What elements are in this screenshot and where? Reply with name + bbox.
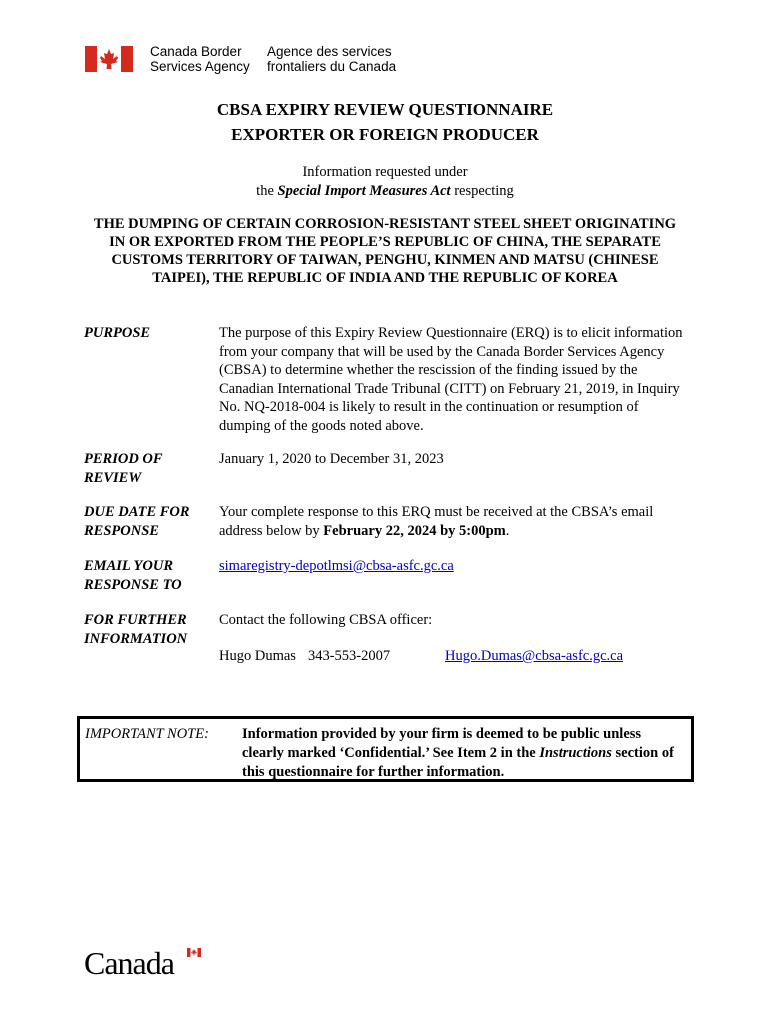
important-note-text: Information provided by your firm is deemed to be public unless clearly marked ‘Confidential.’ See Item 2 in the Instructions section of this questionnaire for further information. <box>242 726 674 780</box>
further-info-label: FOR FURTHER INFORMATION <box>84 612 188 647</box>
important-note-box <box>77 716 694 782</box>
document-subtitle: EXPORTER OR FOREIGN PRODUCER <box>231 125 539 144</box>
canada-flag-icon <box>85 46 133 72</box>
officer-name: Hugo Dumas <box>219 648 296 664</box>
email-label: EMAIL YOUR RESPONSE TO <box>84 558 182 593</box>
wordmark-flag-icon <box>187 948 201 957</box>
canada-wordmark-text: Canada <box>84 945 174 981</box>
important-note-label: IMPORTANT NOTE: <box>85 726 209 742</box>
registry-email-link[interactable]: simaregistry-depotlmsi@cbsa-asfc.gc.ca <box>219 558 454 574</box>
period-label: PERIOD OF REVIEW <box>84 451 163 486</box>
officer-email-link[interactable]: Hugo.Dumas@cbsa-asfc.gc.ca <box>445 648 624 664</box>
officer-phone: 343-553-2007 <box>307 648 391 664</box>
intro-line-2: the Special Import Measures Act respecting <box>256 183 514 199</box>
period-text: January 1, 2020 to December 31, 2023 <box>219 451 444 467</box>
subject-heading: THE DUMPING OF CERTAIN CORROSION-RESISTANT STEEL SHEET ORIGINATING IN OR EXPORTED FROM THE PEOPLE’S REPUBLIC OF CHINA, THE SEPARATE CUSTOMS TERRITORY OF TAIWAN, PENGHU, KINMEN AND MATSU (CHINESE TAIPEI), THE REPUBLIC OF INDIA AND THE REPUBLIC OF KOREA <box>93 216 677 286</box>
due-date-value: February 22, 2024 by 5:00pm <box>323 522 506 539</box>
intro-line-1: Information requested under <box>302 164 468 180</box>
agency-name-french: Agence des services frontaliers du Canada <box>267 44 397 74</box>
due-date-text: Your complete response to this ERQ must be received at the CBSA’s email address below by February 22, 2024 by 5:00pm. <box>219 504 654 539</box>
canada-wordmark <box>84 945 204 981</box>
agency-name-english: Canada Border Services Agency <box>150 44 250 74</box>
document-title: CBSA EXPIRY REVIEW QUESTIONNAIRE <box>216 100 554 119</box>
purpose-text: The purpose of this Expiry Review Questionnaire (ERQ) is to elicit information from your company that will be used by the Canada Border Services Agency (CBSA) to determine whether the rescission of the finding issued by the Canadian International Trade Tribunal (CITT) on February 21, 2019, in Inquiry No. NQ-2018-004 is likely to result in the continuation or resumption of dumping of the goods noted above. <box>219 325 683 434</box>
instructions-reference: Instructions <box>539 745 612 761</box>
act-name: Special Import Measures Act <box>277 183 451 199</box>
purpose-label: PURPOSE <box>84 325 151 341</box>
due-date-label: DUE DATE FOR RESPONSE <box>84 504 190 539</box>
further-info-text: Contact the following CBSA officer: <box>219 612 433 628</box>
